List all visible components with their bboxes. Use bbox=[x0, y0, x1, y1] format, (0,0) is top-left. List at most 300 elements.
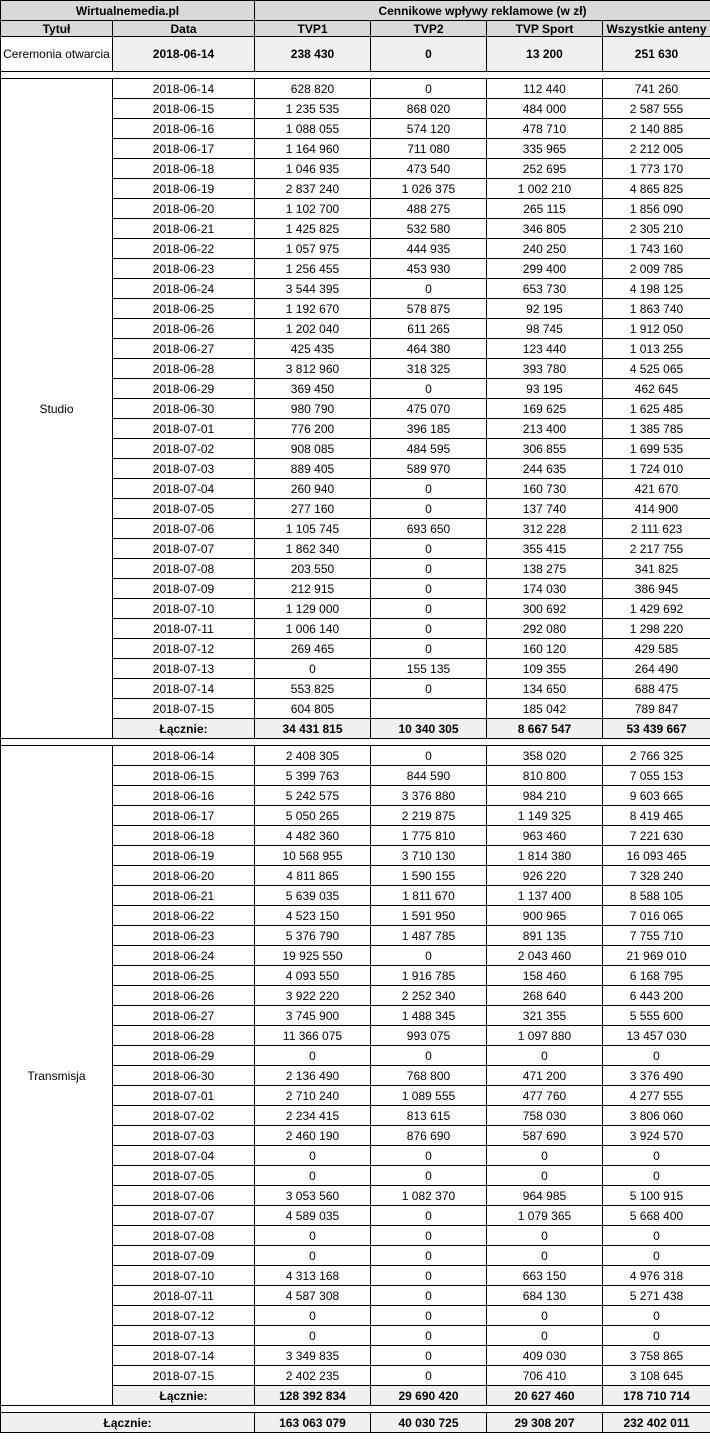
cell-tvp2: 473 540 bbox=[371, 159, 487, 179]
cell-date: 2018-06-16 bbox=[113, 786, 255, 806]
cell-tvp-sport: 926 220 bbox=[487, 866, 603, 886]
cell-tvp1: 553 825 bbox=[255, 679, 371, 699]
cell-tvp1: 10 568 955 bbox=[255, 846, 371, 866]
cell-tvp2: 3 376 880 bbox=[371, 786, 487, 806]
cell-tvp-sport: 109 355 bbox=[487, 659, 603, 679]
cell-all: 421 670 bbox=[603, 479, 710, 499]
cell-tvp2: 318 325 bbox=[371, 359, 487, 379]
cell-tvp2: 0 bbox=[371, 1206, 487, 1226]
cell-all: 1 385 785 bbox=[603, 419, 710, 439]
transmisja-total-date: Łącznie: bbox=[113, 1386, 255, 1406]
cell-tvp2: 0 bbox=[371, 499, 487, 519]
cell-tvp-sport: 477 760 bbox=[487, 1086, 603, 1106]
cell-tvp2: 589 970 bbox=[371, 459, 487, 479]
cell-tvp-sport: 758 030 bbox=[487, 1106, 603, 1126]
cell-tvp1: 277 160 bbox=[255, 499, 371, 519]
cell-tvp2: 0 bbox=[371, 619, 487, 639]
cell-tvp1: 4 313 168 bbox=[255, 1266, 371, 1286]
cell-tvp-sport: 292 080 bbox=[487, 619, 603, 639]
cell-tvp2: 0 bbox=[371, 599, 487, 619]
cell-tvp2: 453 930 bbox=[371, 259, 487, 279]
cell-tvp1: 889 405 bbox=[255, 459, 371, 479]
cell-all: 5 668 400 bbox=[603, 1206, 710, 1226]
cell-tvp-sport: 1 079 365 bbox=[487, 1206, 603, 1226]
cell-tvp2: 1 811 670 bbox=[371, 886, 487, 906]
group-title-header: Cennikowe wpływy reklamowe (w zł) bbox=[255, 1, 710, 21]
cell-all: 4 976 318 bbox=[603, 1266, 710, 1286]
cell-tvp1: 1 164 960 bbox=[255, 139, 371, 159]
spacer-cell bbox=[1, 1406, 710, 1413]
cell-tvp2: 0 bbox=[371, 679, 487, 699]
cell-date: 2018-07-06 bbox=[113, 519, 255, 539]
cell-tvp-sport: 312 228 bbox=[487, 519, 603, 539]
cell-tvp2: 0 bbox=[371, 539, 487, 559]
cell-tvp1: 628 820 bbox=[255, 79, 371, 99]
cell-all: 13 457 030 bbox=[603, 1026, 710, 1046]
grand-total-tvp-sport: 29 308 207 bbox=[487, 1413, 603, 1433]
cell-all: 0 bbox=[603, 1226, 710, 1246]
cell-tvp2: 993 075 bbox=[371, 1026, 487, 1046]
cell-all: 4 865 825 bbox=[603, 179, 710, 199]
cell-all: 0 bbox=[603, 1146, 710, 1166]
cell-tvp2: 488 275 bbox=[371, 199, 487, 219]
cell-tvp1: 3 544 395 bbox=[255, 279, 371, 299]
cell-date: 2018-06-19 bbox=[113, 846, 255, 866]
cell-all: 6 168 795 bbox=[603, 966, 710, 986]
cell-tvp2: 475 070 bbox=[371, 399, 487, 419]
cell-date: 2018-06-14 bbox=[113, 746, 255, 766]
cell-tvp1: 604 805 bbox=[255, 699, 371, 719]
cell-tvp1: 2 234 415 bbox=[255, 1106, 371, 1126]
grand-total-all: 232 402 011 bbox=[603, 1413, 710, 1433]
ceremony-date: 2018-06-14 bbox=[113, 37, 255, 72]
cell-date: 2018-06-27 bbox=[113, 339, 255, 359]
cell-date: 2018-06-15 bbox=[113, 766, 255, 786]
ceremony-tvp-sport: 13 200 bbox=[487, 37, 603, 72]
cell-tvp2: 0 bbox=[371, 1286, 487, 1306]
cell-tvp2: 1 082 370 bbox=[371, 1186, 487, 1206]
cell-tvp1: 0 bbox=[255, 1166, 371, 1186]
cell-all: 1 298 220 bbox=[603, 619, 710, 639]
spacer-row bbox=[1, 1406, 710, 1413]
cell-all: 3 376 490 bbox=[603, 1066, 710, 1086]
cell-date: 2018-06-25 bbox=[113, 299, 255, 319]
cell-tvp2: 868 020 bbox=[371, 99, 487, 119]
transmisja-total-tvp-sport: 20 627 460 bbox=[487, 1386, 603, 1406]
cell-tvp1: 0 bbox=[255, 1046, 371, 1066]
cell-tvp-sport: 2 043 460 bbox=[487, 946, 603, 966]
cell-tvp-sport: 1 149 325 bbox=[487, 806, 603, 826]
cell-tvp-sport: 0 bbox=[487, 1046, 603, 1066]
cell-all: 741 260 bbox=[603, 79, 710, 99]
cell-date: 2018-07-13 bbox=[113, 659, 255, 679]
cell-all: 341 825 bbox=[603, 559, 710, 579]
cell-tvp2: 578 875 bbox=[371, 299, 487, 319]
cell-date: 2018-06-30 bbox=[113, 1066, 255, 1086]
cell-all: 3 806 060 bbox=[603, 1106, 710, 1126]
cell-all: 429 585 bbox=[603, 639, 710, 659]
cell-tvp2: 396 185 bbox=[371, 419, 487, 439]
cell-tvp-sport: 1 814 380 bbox=[487, 846, 603, 866]
cell-all: 3 924 570 bbox=[603, 1126, 710, 1146]
cell-date: 2018-06-23 bbox=[113, 259, 255, 279]
cell-tvp-sport: 98 745 bbox=[487, 319, 603, 339]
cell-tvp-sport: 478 710 bbox=[487, 119, 603, 139]
cell-tvp2: 0 bbox=[371, 579, 487, 599]
spacer-cell bbox=[1, 72, 710, 79]
cell-date: 2018-06-14 bbox=[113, 79, 255, 99]
cell-tvp-sport: 321 355 bbox=[487, 1006, 603, 1026]
cell-tvp1: 11 366 075 bbox=[255, 1026, 371, 1046]
col-header-tytul: Tytuł bbox=[1, 21, 113, 37]
cell-all: 0 bbox=[603, 1326, 710, 1346]
cell-all: 7 221 630 bbox=[603, 826, 710, 846]
cell-tvp1: 4 482 360 bbox=[255, 826, 371, 846]
cell-tvp1: 1 088 055 bbox=[255, 119, 371, 139]
cell-all: 2 587 555 bbox=[603, 99, 710, 119]
cell-all: 1 625 485 bbox=[603, 399, 710, 419]
cell-date: 2018-06-23 bbox=[113, 926, 255, 946]
cell-tvp2: 0 bbox=[371, 1346, 487, 1366]
cell-all: 414 900 bbox=[603, 499, 710, 519]
cell-tvp-sport: 963 460 bbox=[487, 826, 603, 846]
cell-tvp-sport: 409 030 bbox=[487, 1346, 603, 1366]
cell-tvp-sport: 299 400 bbox=[487, 259, 603, 279]
cell-tvp2: 1 916 785 bbox=[371, 966, 487, 986]
cell-date: 2018-07-09 bbox=[113, 1246, 255, 1266]
cell-tvp2: 1 089 555 bbox=[371, 1086, 487, 1106]
cell-date: 2018-06-24 bbox=[113, 946, 255, 966]
cell-tvp-sport: 160 120 bbox=[487, 639, 603, 659]
cell-tvp1: 19 925 550 bbox=[255, 946, 371, 966]
cell-date: 2018-07-12 bbox=[113, 1306, 255, 1326]
cell-tvp1: 1 192 670 bbox=[255, 299, 371, 319]
col-header-tvp-sport: TVP Sport bbox=[487, 21, 603, 37]
cell-all: 386 945 bbox=[603, 579, 710, 599]
cell-tvp2: 0 bbox=[371, 559, 487, 579]
cell-tvp1: 0 bbox=[255, 1326, 371, 1346]
cell-all: 5 100 915 bbox=[603, 1186, 710, 1206]
cell-tvp-sport: 134 650 bbox=[487, 679, 603, 699]
grand-total-label: Łącznie: bbox=[1, 1413, 255, 1433]
cell-all: 0 bbox=[603, 1046, 710, 1066]
cell-all: 3 758 865 bbox=[603, 1346, 710, 1366]
cell-date: 2018-06-21 bbox=[113, 886, 255, 906]
cell-all: 16 093 465 bbox=[603, 846, 710, 866]
cell-tvp2: 0 bbox=[371, 1266, 487, 1286]
cell-date: 2018-06-18 bbox=[113, 826, 255, 846]
cell-all: 1 856 090 bbox=[603, 199, 710, 219]
cell-tvp2: 1 591 950 bbox=[371, 906, 487, 926]
cell-tvp1: 212 915 bbox=[255, 579, 371, 599]
cell-tvp1: 3 745 900 bbox=[255, 1006, 371, 1026]
cell-date: 2018-07-06 bbox=[113, 1186, 255, 1206]
cell-date: 2018-06-17 bbox=[113, 139, 255, 159]
cell-tvp-sport: 265 115 bbox=[487, 199, 603, 219]
cell-tvp1: 3 349 835 bbox=[255, 1346, 371, 1366]
cell-all: 1 773 170 bbox=[603, 159, 710, 179]
cell-date: 2018-07-14 bbox=[113, 1346, 255, 1366]
cell-all: 688 475 bbox=[603, 679, 710, 699]
cell-date: 2018-06-27 bbox=[113, 1006, 255, 1026]
cell-tvp2: 532 580 bbox=[371, 219, 487, 239]
cell-tvp2: 0 bbox=[371, 1046, 487, 1066]
cell-tvp2: 0 bbox=[371, 1326, 487, 1346]
cell-tvp1: 4 811 865 bbox=[255, 866, 371, 886]
cell-tvp1: 908 085 bbox=[255, 439, 371, 459]
cell-date: 2018-07-11 bbox=[113, 1286, 255, 1306]
cell-tvp-sport: 0 bbox=[487, 1166, 603, 1186]
cell-tvp-sport: 0 bbox=[487, 1246, 603, 1266]
cell-tvp1: 1 425 825 bbox=[255, 219, 371, 239]
transmisja-total-all: 178 710 714 bbox=[603, 1386, 710, 1406]
cell-tvp1: 260 940 bbox=[255, 479, 371, 499]
cell-tvp-sport: 471 200 bbox=[487, 1066, 603, 1086]
cell-tvp1: 1 235 535 bbox=[255, 99, 371, 119]
cell-all: 8 588 105 bbox=[603, 886, 710, 906]
cell-date: 2018-06-25 bbox=[113, 966, 255, 986]
cell-tvp-sport: 137 740 bbox=[487, 499, 603, 519]
cell-date: 2018-07-08 bbox=[113, 559, 255, 579]
grand-total-tvp2: 40 030 725 bbox=[371, 1413, 487, 1433]
cell-all: 1 699 535 bbox=[603, 439, 710, 459]
cell-tvp-sport: 112 440 bbox=[487, 79, 603, 99]
cell-tvp1: 4 587 308 bbox=[255, 1286, 371, 1306]
cell-date: 2018-07-11 bbox=[113, 619, 255, 639]
cell-date: 2018-06-28 bbox=[113, 359, 255, 379]
cell-tvp-sport: 244 635 bbox=[487, 459, 603, 479]
cell-date: 2018-06-19 bbox=[113, 179, 255, 199]
cell-tvp-sport: 138 275 bbox=[487, 559, 603, 579]
cell-tvp1: 4 589 035 bbox=[255, 1206, 371, 1226]
cell-tvp-sport: 252 695 bbox=[487, 159, 603, 179]
cell-date: 2018-07-07 bbox=[113, 539, 255, 559]
cell-tvp1: 2 460 190 bbox=[255, 1126, 371, 1146]
cell-tvp-sport: 484 000 bbox=[487, 99, 603, 119]
cell-tvp2: 3 710 130 bbox=[371, 846, 487, 866]
cell-tvp2: 1 775 810 bbox=[371, 826, 487, 846]
cell-tvp-sport: 185 042 bbox=[487, 699, 603, 719]
cell-date: 2018-07-02 bbox=[113, 439, 255, 459]
transmisja-section-label: Transmisja bbox=[1, 746, 113, 1406]
cell-tvp1: 1 256 455 bbox=[255, 259, 371, 279]
cell-date: 2018-07-05 bbox=[113, 499, 255, 519]
cell-all: 7 055 153 bbox=[603, 766, 710, 786]
cell-tvp-sport: 346 805 bbox=[487, 219, 603, 239]
cell-all: 1 912 050 bbox=[603, 319, 710, 339]
transmisja-total-tvp1: 128 392 834 bbox=[255, 1386, 371, 1406]
cell-all: 5 271 438 bbox=[603, 1286, 710, 1306]
cell-tvp1: 203 550 bbox=[255, 559, 371, 579]
cell-tvp2: 0 bbox=[371, 1246, 487, 1266]
cell-tvp2: 444 935 bbox=[371, 239, 487, 259]
cell-tvp-sport: 213 400 bbox=[487, 419, 603, 439]
cell-all: 5 555 600 bbox=[603, 1006, 710, 1026]
cell-all: 4 277 555 bbox=[603, 1086, 710, 1106]
cell-date: 2018-07-15 bbox=[113, 699, 255, 719]
cell-tvp2: 0 bbox=[371, 1146, 487, 1166]
ceremony-row bbox=[1, 37, 710, 72]
cell-tvp1: 5 376 790 bbox=[255, 926, 371, 946]
table-body bbox=[1, 37, 710, 1433]
cell-tvp-sport: 964 985 bbox=[487, 1186, 603, 1206]
cell-all: 7 016 065 bbox=[603, 906, 710, 926]
cell-date: 2018-07-14 bbox=[113, 679, 255, 699]
cell-date: 2018-07-08 bbox=[113, 1226, 255, 1246]
cell-date: 2018-07-02 bbox=[113, 1106, 255, 1126]
cell-date: 2018-07-12 bbox=[113, 639, 255, 659]
cell-tvp2: 0 bbox=[371, 479, 487, 499]
cell-all: 3 108 645 bbox=[603, 1366, 710, 1386]
cell-date: 2018-06-28 bbox=[113, 1026, 255, 1046]
cell-tvp1: 2 136 490 bbox=[255, 1066, 371, 1086]
cell-date: 2018-07-04 bbox=[113, 479, 255, 499]
cell-date: 2018-07-09 bbox=[113, 579, 255, 599]
cell-date: 2018-07-15 bbox=[113, 1366, 255, 1386]
cell-date: 2018-06-20 bbox=[113, 866, 255, 886]
cell-tvp-sport: 393 780 bbox=[487, 359, 603, 379]
cell-tvp1: 1 105 745 bbox=[255, 519, 371, 539]
cell-tvp2: 0 bbox=[371, 946, 487, 966]
cell-all: 4 525 065 bbox=[603, 359, 710, 379]
cell-all: 0 bbox=[603, 1166, 710, 1186]
cell-tvp1: 3 922 220 bbox=[255, 986, 371, 1006]
col-header-data: Data bbox=[113, 21, 255, 37]
cell-tvp1: 2 402 235 bbox=[255, 1366, 371, 1386]
cell-date: 2018-07-05 bbox=[113, 1166, 255, 1186]
cell-tvp-sport: 1 097 880 bbox=[487, 1026, 603, 1046]
cell-date: 2018-06-26 bbox=[113, 319, 255, 339]
cell-tvp2: 574 120 bbox=[371, 119, 487, 139]
cell-all: 8 419 465 bbox=[603, 806, 710, 826]
cell-tvp2: 711 080 bbox=[371, 139, 487, 159]
cell-tvp1: 1 102 700 bbox=[255, 199, 371, 219]
ceremony-title: Ceremonia otwarcia bbox=[1, 37, 113, 72]
cell-tvp-sport: 268 640 bbox=[487, 986, 603, 1006]
cell-tvp-sport: 0 bbox=[487, 1306, 603, 1326]
cell-all: 2 212 005 bbox=[603, 139, 710, 159]
cell-tvp2: 0 bbox=[371, 639, 487, 659]
cell-date: 2018-07-01 bbox=[113, 1086, 255, 1106]
cell-all: 2 766 325 bbox=[603, 746, 710, 766]
cell-tvp1: 4 523 150 bbox=[255, 906, 371, 926]
cell-all: 0 bbox=[603, 1246, 710, 1266]
cell-tvp2: 155 135 bbox=[371, 659, 487, 679]
cell-tvp1: 0 bbox=[255, 1246, 371, 1266]
cell-tvp2: 693 650 bbox=[371, 519, 487, 539]
cell-tvp1: 369 450 bbox=[255, 379, 371, 399]
cell-tvp-sport: 0 bbox=[487, 1326, 603, 1346]
cell-tvp1: 980 790 bbox=[255, 399, 371, 419]
cell-date: 2018-06-18 bbox=[113, 159, 255, 179]
cell-tvp-sport: 358 020 bbox=[487, 746, 603, 766]
cell-tvp1: 2 408 305 bbox=[255, 746, 371, 766]
cell-date: 2018-07-07 bbox=[113, 1206, 255, 1226]
cell-tvp1: 5 242 575 bbox=[255, 786, 371, 806]
source-header: Wirtualnemedia.pl bbox=[1, 1, 255, 21]
cell-tvp1: 269 465 bbox=[255, 639, 371, 659]
cell-tvp2: 0 bbox=[371, 379, 487, 399]
cell-date: 2018-06-21 bbox=[113, 219, 255, 239]
cell-all: 7 755 710 bbox=[603, 926, 710, 946]
cell-tvp2: 0 bbox=[371, 279, 487, 299]
cell-tvp2: 813 615 bbox=[371, 1106, 487, 1126]
cell-date: 2018-07-13 bbox=[113, 1326, 255, 1346]
cell-tvp1: 0 bbox=[255, 1306, 371, 1326]
cell-tvp2: 1 487 785 bbox=[371, 926, 487, 946]
studio-total-all: 53 439 667 bbox=[603, 719, 710, 739]
cell-tvp2: 0 bbox=[371, 1366, 487, 1386]
cell-date: 2018-06-24 bbox=[113, 279, 255, 299]
cell-date: 2018-06-16 bbox=[113, 119, 255, 139]
cell-all: 789 847 bbox=[603, 699, 710, 719]
cell-all: 2 305 210 bbox=[603, 219, 710, 239]
cell-tvp-sport: 240 250 bbox=[487, 239, 603, 259]
cell-tvp1: 5 399 763 bbox=[255, 766, 371, 786]
cell-date: 2018-07-03 bbox=[113, 1126, 255, 1146]
cell-tvp2 bbox=[371, 699, 487, 719]
cell-date: 2018-06-29 bbox=[113, 379, 255, 399]
cell-tvp-sport: 306 855 bbox=[487, 439, 603, 459]
cell-tvp-sport: 169 625 bbox=[487, 399, 603, 419]
cell-tvp2: 0 bbox=[371, 746, 487, 766]
cell-tvp-sport: 653 730 bbox=[487, 279, 603, 299]
cell-tvp-sport: 93 195 bbox=[487, 379, 603, 399]
cell-all: 1 013 255 bbox=[603, 339, 710, 359]
grand-total-tvp1: 163 063 079 bbox=[255, 1413, 371, 1433]
cell-tvp1: 1 046 935 bbox=[255, 159, 371, 179]
cell-all: 2 009 785 bbox=[603, 259, 710, 279]
cell-date: 2018-07-10 bbox=[113, 599, 255, 619]
cell-tvp-sport: 158 460 bbox=[487, 966, 603, 986]
studio-total-tvp-sport: 8 667 547 bbox=[487, 719, 603, 739]
cell-tvp1: 0 bbox=[255, 1226, 371, 1246]
cell-tvp-sport: 123 440 bbox=[487, 339, 603, 359]
cell-all: 2 111 623 bbox=[603, 519, 710, 539]
cell-tvp2: 484 595 bbox=[371, 439, 487, 459]
cell-tvp2: 1 590 155 bbox=[371, 866, 487, 886]
cell-tvp2: 0 bbox=[371, 1306, 487, 1326]
col-header-tvp1: TVP1 bbox=[255, 21, 371, 37]
cell-tvp1: 1 057 975 bbox=[255, 239, 371, 259]
cell-tvp2: 876 690 bbox=[371, 1126, 487, 1146]
cell-tvp-sport: 810 800 bbox=[487, 766, 603, 786]
col-header-tvp2: TVP2 bbox=[371, 21, 487, 37]
cell-date: 2018-07-04 bbox=[113, 1146, 255, 1166]
studio-total-date: Łącznie: bbox=[113, 719, 255, 739]
cell-tvp-sport: 1 002 210 bbox=[487, 179, 603, 199]
cell-tvp-sport: 684 130 bbox=[487, 1286, 603, 1306]
cell-tvp-sport: 1 137 400 bbox=[487, 886, 603, 906]
cell-tvp-sport: 335 965 bbox=[487, 139, 603, 159]
cell-all: 6 443 200 bbox=[603, 986, 710, 1006]
cell-tvp2: 0 bbox=[371, 79, 487, 99]
cell-tvp-sport: 300 692 bbox=[487, 599, 603, 619]
cell-tvp2: 0 bbox=[371, 1166, 487, 1186]
cell-tvp2: 464 380 bbox=[371, 339, 487, 359]
cell-tvp-sport: 587 690 bbox=[487, 1126, 603, 1146]
cell-tvp1: 1 202 040 bbox=[255, 319, 371, 339]
cell-tvp2: 1 026 375 bbox=[371, 179, 487, 199]
cell-date: 2018-06-30 bbox=[113, 399, 255, 419]
cell-all: 2 217 755 bbox=[603, 539, 710, 559]
cell-all: 1 429 692 bbox=[603, 599, 710, 619]
cell-tvp-sport: 0 bbox=[487, 1146, 603, 1166]
table-row bbox=[1, 746, 710, 766]
cell-all: 2 140 885 bbox=[603, 119, 710, 139]
cell-tvp-sport: 891 135 bbox=[487, 926, 603, 946]
cell-tvp1: 5 050 265 bbox=[255, 806, 371, 826]
